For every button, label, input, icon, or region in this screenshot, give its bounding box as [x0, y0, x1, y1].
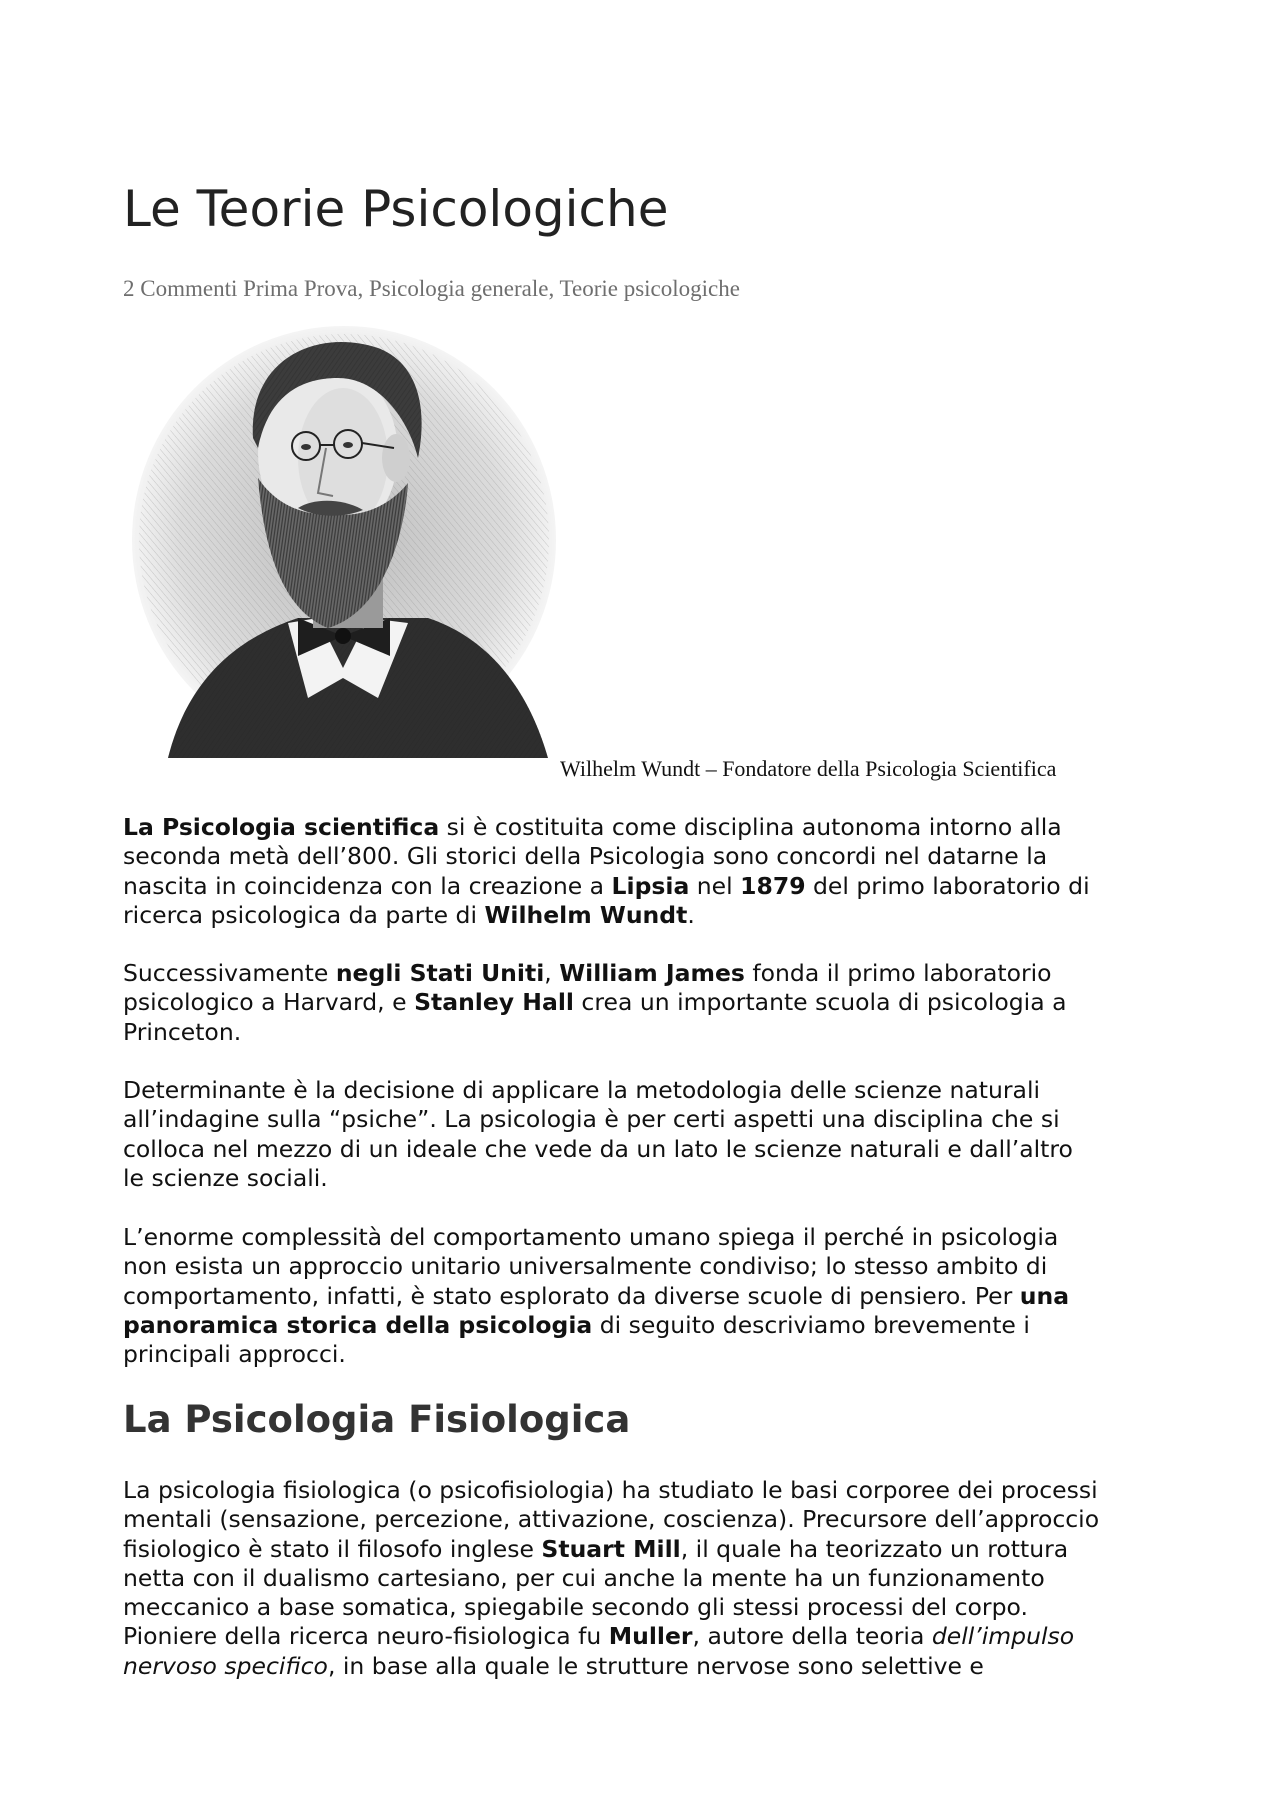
bold-text: Lipsia — [611, 871, 690, 900]
text-run: , autore della teoria — [692, 1622, 932, 1651]
meta-separator: , — [357, 276, 364, 301]
text-run: , in base alla quale le strutture nervose sono selettive e — [327, 1651, 984, 1680]
text-run: mentali (sensazione, percezione, attivazione, coscienza). Precursore dell’approccio — [123, 1505, 1100, 1534]
bold-text: una — [1019, 1281, 1070, 1310]
text-run: nascita in coincidenza con la creazione a — [123, 871, 612, 900]
text-run: Pioniere della ricerca neuro-fisiologica fu — [123, 1622, 609, 1651]
text-run: principali approcci. — [123, 1340, 346, 1369]
section-heading: La Psicologia Fisiologica — [123, 1398, 631, 1441]
portrait-engraving-icon — [128, 318, 560, 758]
text-line — [123, 1476, 1183, 1505]
paragraph-5 — [123, 1476, 1183, 1681]
bold-text: Stuart Mill — [541, 1534, 681, 1563]
text-line — [123, 1135, 1183, 1164]
figure-caption: Wilhelm Wundt – Fondatore della Psicologia Scientifica — [560, 756, 1057, 781]
text-run: Determinante è la decisione di applicare la metodologia delle scienze naturali — [123, 1076, 1041, 1104]
comments-link[interactable]: 2 Commenti — [123, 276, 238, 301]
text-run: del primo laboratorio di — [805, 871, 1090, 900]
text-run: Princeton. — [123, 1017, 242, 1046]
text-line — [123, 872, 1183, 901]
bold-text: La Psicologia scientifica — [123, 813, 440, 841]
bold-text: William James — [559, 959, 745, 987]
bold-text: 1879 — [740, 871, 806, 900]
meta-separator: , — [548, 276, 555, 301]
text-run: colloca nel mezzo di un ideale che vede da un lato le scienze naturali e dall’altro — [123, 1134, 1073, 1163]
text-line — [123, 1593, 1183, 1622]
text-run: all’indagine sulla “psiche”. La psicologia è per certi aspetti una disciplina che si — [123, 1105, 1060, 1134]
text-run: . — [687, 900, 695, 929]
text-line — [123, 1076, 1183, 1105]
text-line — [123, 842, 1183, 871]
italic-text: dell’impulso — [931, 1622, 1075, 1651]
bold-text: negli Stati Uniti — [335, 959, 545, 987]
category-link-0[interactable]: Prima Prova — [243, 276, 358, 301]
bold-text: Muller — [608, 1622, 693, 1651]
bold-text: panoramica storica della psicologia — [123, 1310, 593, 1339]
category-link-1[interactable]: Psicologia generale — [368, 276, 549, 301]
text-run: crea un importante scuola di psicologia a — [573, 988, 1067, 1017]
page-title: Le Teorie Psicologiche — [123, 180, 669, 238]
text-line — [123, 901, 1183, 930]
paragraph-1 — [123, 813, 1183, 930]
text-line — [123, 813, 1183, 842]
text-line — [123, 1505, 1183, 1534]
text-run: Successivamente — [123, 959, 336, 987]
text-run: , — [544, 959, 560, 987]
text-line — [123, 1564, 1183, 1593]
text-run: fisiologico è stato il filosofo inglese — [123, 1534, 542, 1563]
text-line — [123, 1311, 1183, 1340]
text-run: non esista un approccio unitario universalmente condiviso; lo stesso ambito di — [123, 1252, 1048, 1281]
text-run: seconda metà dell’800. Gli storici della Psicologia sono concordi nel datarne la — [123, 842, 1048, 871]
text-line — [123, 1223, 1183, 1252]
text-run: le scienze sociali. — [123, 1163, 328, 1192]
text-line — [123, 1252, 1183, 1281]
text-line — [123, 1282, 1183, 1311]
text-line — [123, 959, 1183, 988]
italic-text: nervoso specifico — [123, 1651, 328, 1680]
paragraph-2 — [123, 959, 1183, 1047]
text-line — [123, 1652, 1183, 1681]
text-run: La psicologia fisiologica (o psicofisiologia) ha studiato le basi corporee dei processi — [123, 1476, 1098, 1504]
bold-text: Stanley Hall — [414, 988, 574, 1017]
text-run: di seguito descriviamo brevemente i — [592, 1310, 1030, 1339]
text-line — [123, 1105, 1183, 1134]
text-line — [123, 1164, 1183, 1193]
text-run: , il quale ha teorizzato un rottura — [680, 1534, 1069, 1563]
paragraph-3 — [123, 1076, 1183, 1193]
text-run: netta con il dualismo cartesiano, per cui anche la mente ha un funzionamento — [123, 1563, 1045, 1592]
text-line — [123, 1018, 1183, 1047]
text-run: L’enorme complessità del comportamento umano spiega il perché in psicologia — [123, 1223, 1059, 1251]
text-run: ricerca psicologica da parte di — [123, 900, 485, 929]
bold-text: Wilhelm Wundt — [484, 900, 688, 929]
text-line — [123, 988, 1183, 1017]
text-line — [123, 1535, 1183, 1564]
text-run: comportamento, infatti, è stato esplorato da diverse scuole di pensiero. Per — [123, 1281, 1020, 1310]
text-line — [123, 1622, 1183, 1651]
paragraph-4 — [123, 1223, 1183, 1369]
text-run: meccanico a base somatica, spiegabile secondo gli stessi processi del corpo. — [123, 1593, 1028, 1622]
text-line — [123, 1340, 1183, 1369]
post-meta — [123, 276, 740, 302]
text-run: nel — [689, 871, 741, 900]
text-run: fonda il primo laboratorio — [744, 959, 1052, 987]
category-link-2[interactable]: Teorie psicologiche — [559, 276, 740, 301]
text-run: si è costituita come disciplina autonoma intorno alla — [439, 813, 1062, 841]
text-run: psicologico a Harvard, e — [123, 988, 415, 1017]
